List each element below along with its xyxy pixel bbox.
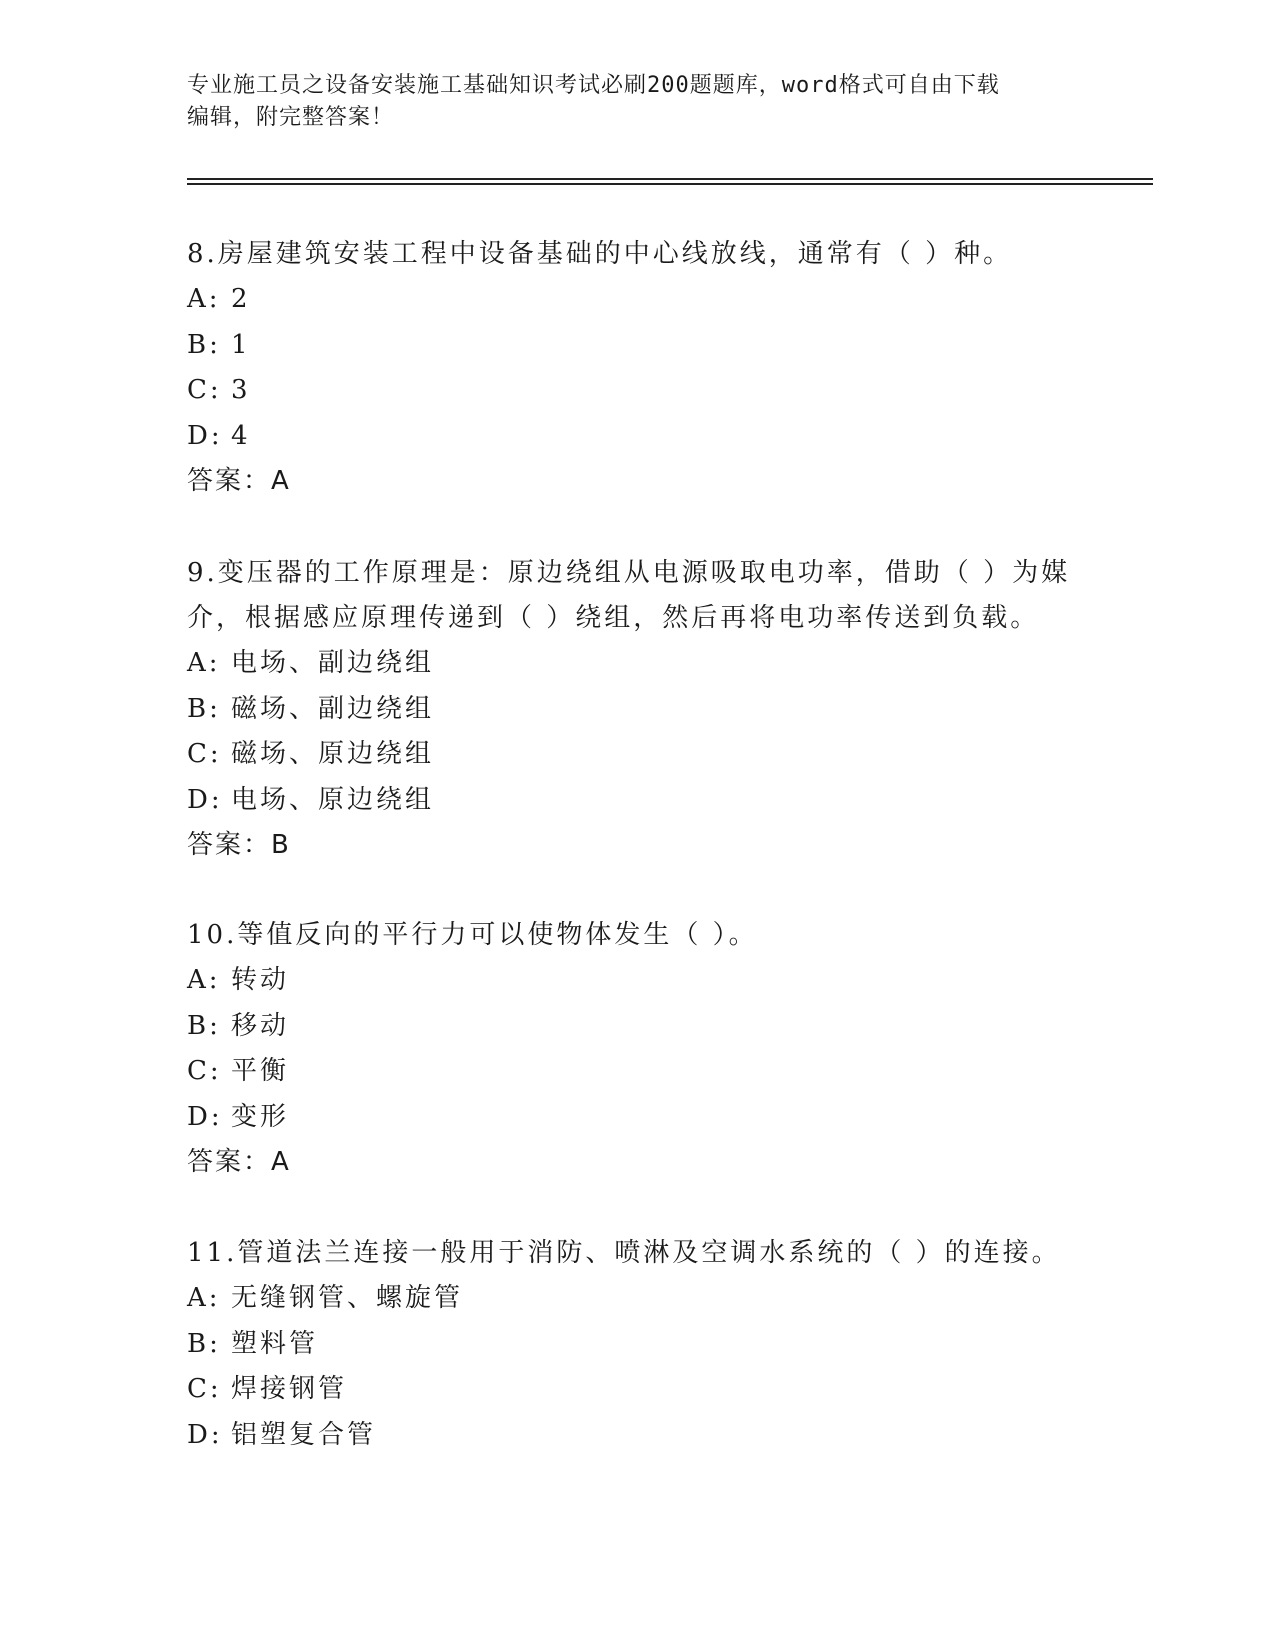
option-b: B: 移动 [187, 1010, 290, 1041]
option-b: B: 塑料管 [187, 1328, 319, 1359]
question-stem: 10.等值反向的平行力可以使物体发生（ ）。 [187, 920, 758, 950]
option-d: D: 电场、原边绕组 [187, 784, 435, 815]
question-8 [187, 232, 1087, 504]
question-stem: 9.变压器的工作原理是：原边绕组从电源吸取电功率，借助（ ）为媒介，根据感应原理传递到（ ）绕组，然后再将电功率传送到负载。 [187, 558, 1071, 633]
answer-line: 答案：A [187, 466, 291, 496]
header-divider-top [187, 178, 1153, 180]
header-divider-bottom [187, 183, 1153, 185]
option-a: A: 电场、副边绕组 [187, 648, 435, 678]
answer-line: 答案：B [187, 830, 291, 860]
header-line-2: 编辑，附完整答案！ [187, 105, 395, 130]
question-stem: 11.管道法兰连接一般用于消防、喷淋及空调水系统的（ ）的连接。 [187, 1238, 1061, 1268]
header-line-1: 专业施工员之设备安装施工基础知识考试必刷200题题库，word格式可自由下载 [187, 73, 1000, 98]
option-a: A: 2 [187, 284, 251, 314]
question-stem: 8.房屋建筑安装工程中设备基础的中心线放线，通常有（ ）种。 [187, 239, 1013, 269]
option-b: B: 1 [187, 329, 251, 360]
option-c: C: 焊接钢管 [187, 1374, 348, 1404]
question-10 [187, 913, 1087, 1185]
option-c: C: 平衡 [187, 1056, 290, 1086]
option-a: A: 无缝钢管、螺旋管 [187, 1283, 464, 1313]
option-a: A: 转动 [187, 965, 290, 995]
document-header [187, 70, 1077, 134]
question-9 [187, 551, 1087, 868]
option-c: C: 磁场、原边绕组 [187, 739, 435, 769]
answer-line: 答案：A [187, 1147, 291, 1177]
option-c: C: 3 [187, 375, 251, 405]
option-d: D: 4 [187, 420, 251, 451]
question-11 [187, 1231, 1087, 1458]
option-b: B: 磁场、副边绕组 [187, 693, 435, 724]
option-d: D: 变形 [187, 1101, 290, 1132]
option-d: D: 铝塑复合管 [187, 1419, 377, 1450]
